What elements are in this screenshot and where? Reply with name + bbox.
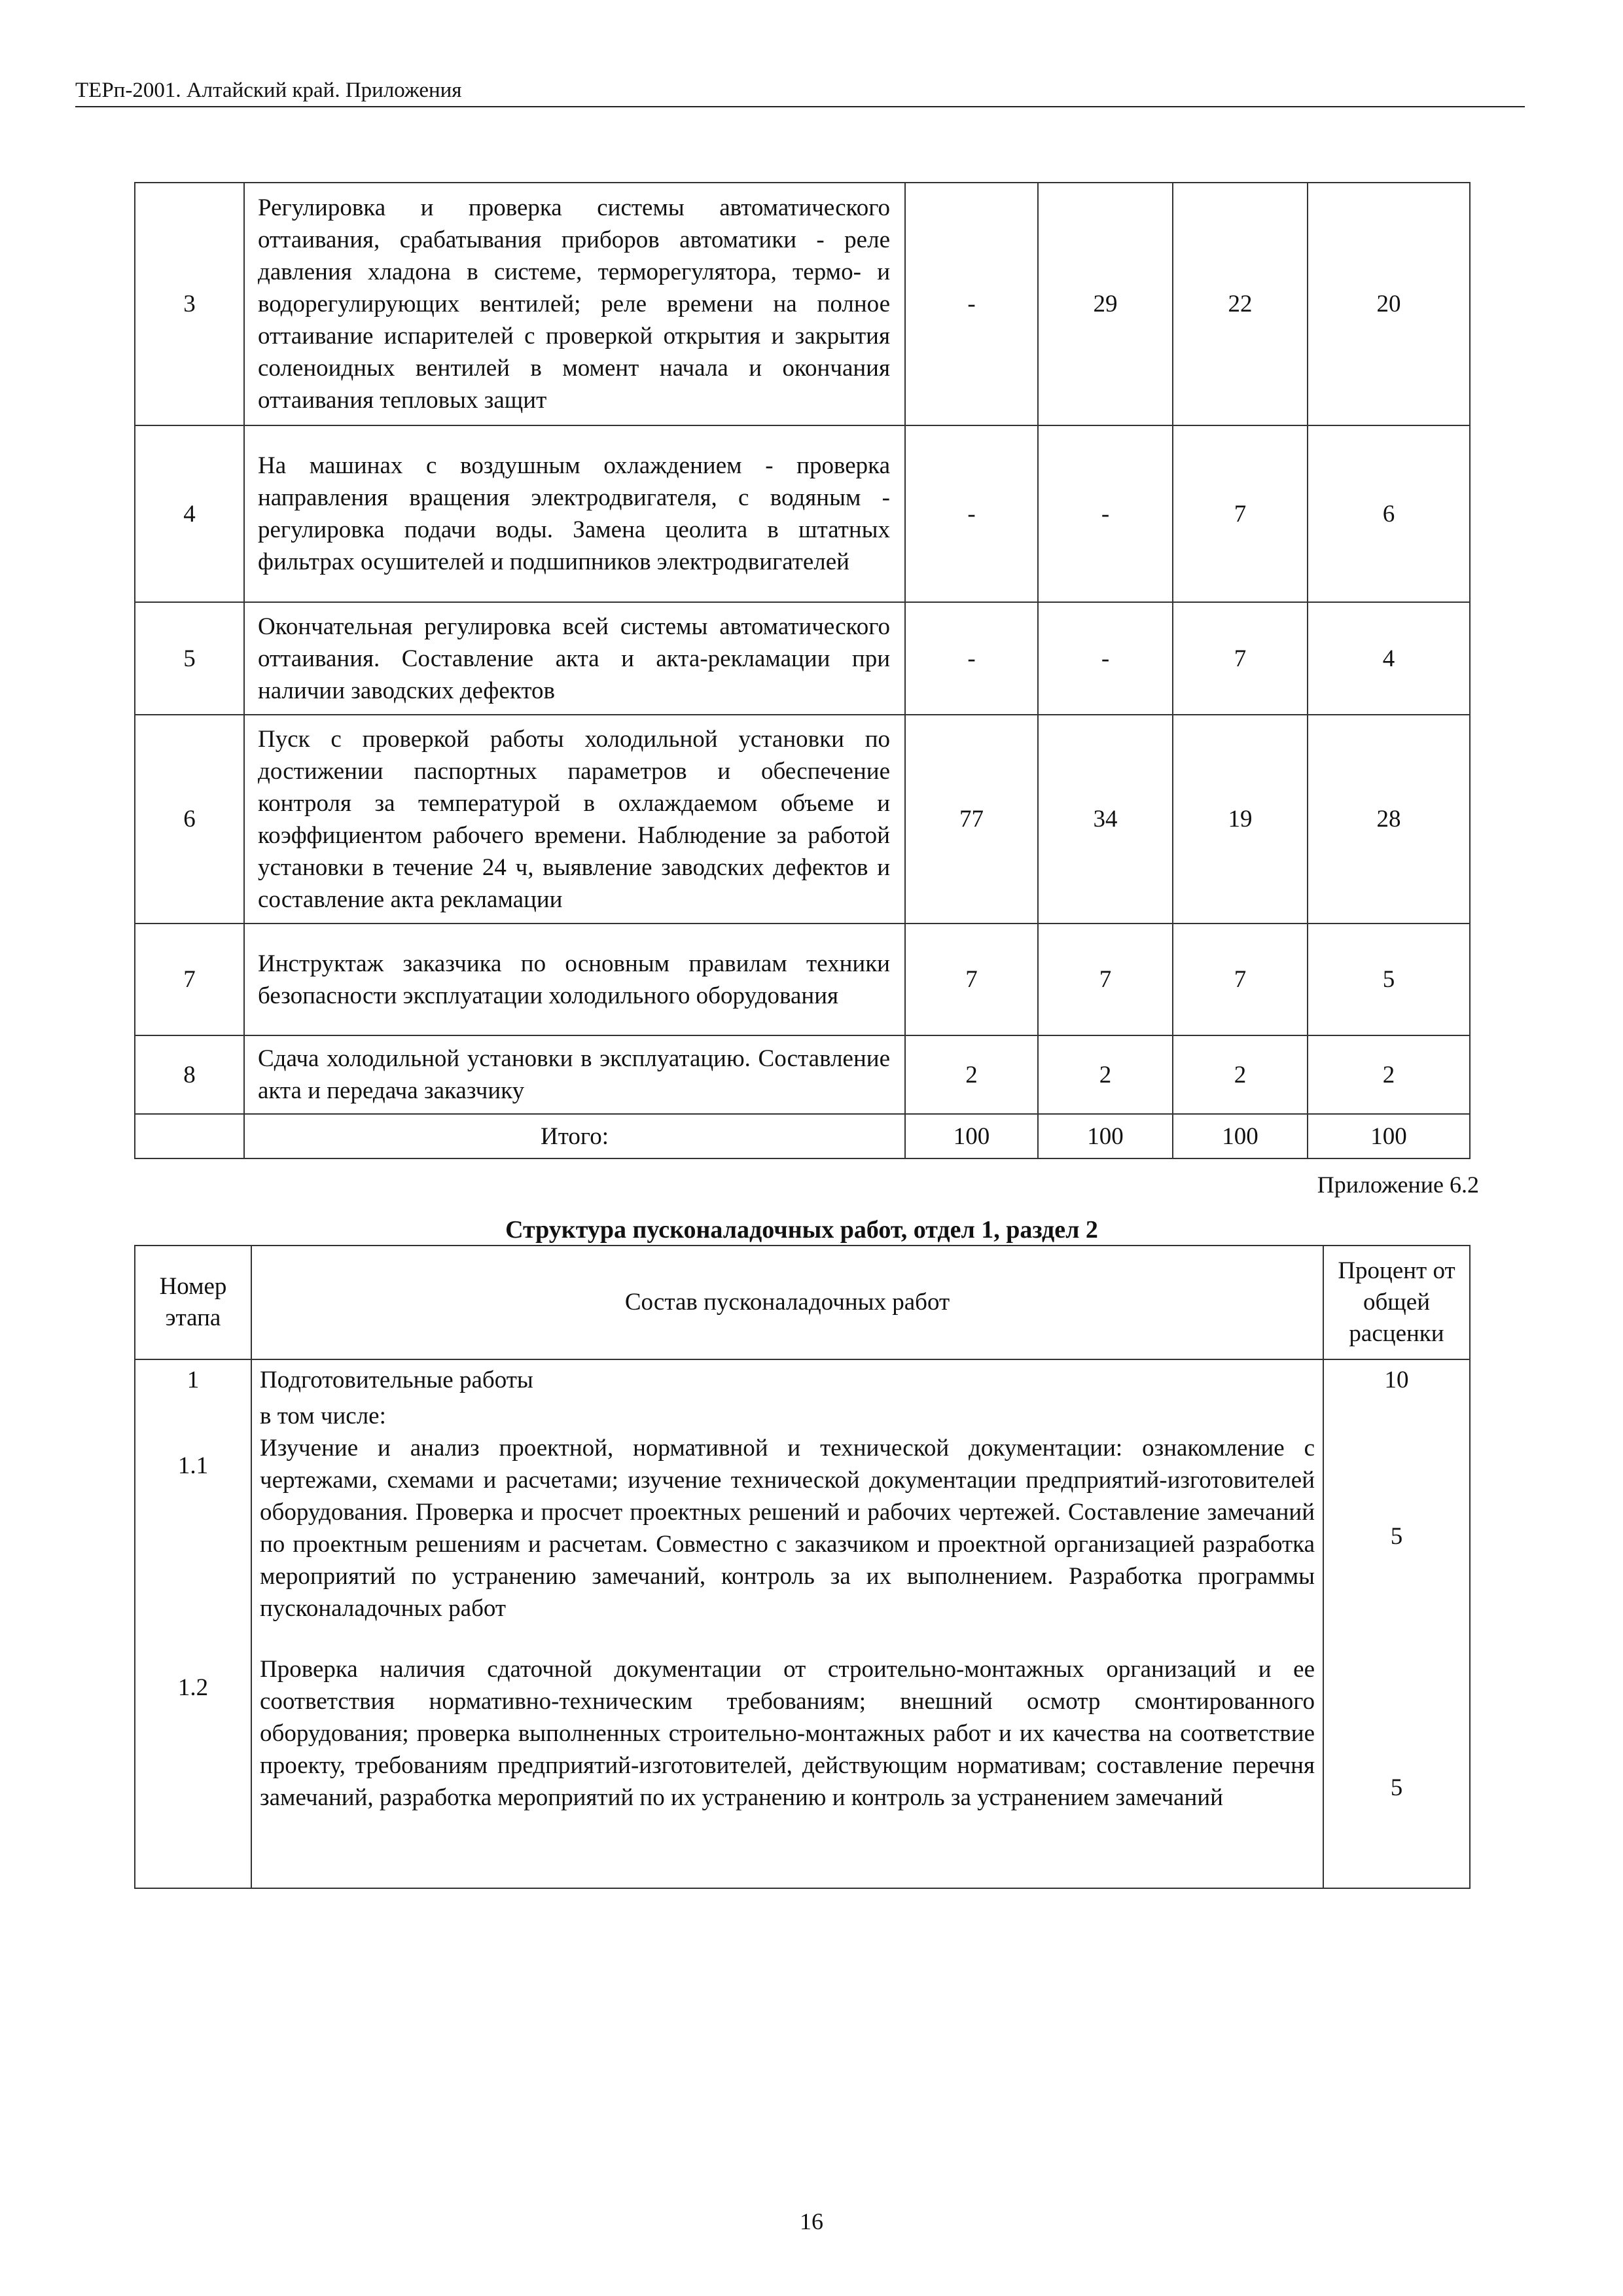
stage-number: 1 — [187, 1367, 200, 1393]
total-value-1: 100 — [905, 1114, 1038, 1158]
row-value-3: 22 — [1173, 183, 1308, 425]
row-value-3: 2 — [1173, 1035, 1308, 1114]
header-stage-number: Номер этапа — [135, 1246, 251, 1359]
commissioning-structure-table — [134, 1245, 1471, 1889]
stage-number: 1.2 — [177, 1674, 209, 1701]
spacer — [135, 1396, 251, 1450]
row-value-1: - — [905, 602, 1038, 715]
row-value-1: - — [905, 425, 1038, 602]
row-value-2: 7 — [1038, 924, 1173, 1035]
row-value-2: - — [1038, 602, 1173, 715]
table-body-row — [135, 1359, 1470, 1888]
row-value-1: 77 — [905, 715, 1038, 924]
running-header: ТЕРп-2001. Алтайский край. Приложения — [75, 79, 462, 102]
stage-text: Подготовительные работы — [260, 1367, 533, 1393]
row-value-1: 2 — [905, 1035, 1038, 1114]
row-value-2: - — [1038, 425, 1173, 602]
stage-prefix: в том числе: — [260, 1403, 386, 1429]
row-number: 4 — [135, 425, 244, 602]
row-value-2: 2 — [1038, 1035, 1173, 1114]
total-row — [135, 1114, 1470, 1158]
total-empty-cell — [135, 1114, 244, 1158]
stages-table-continued — [134, 182, 1471, 1159]
row-value-4: 2 — [1308, 1035, 1470, 1114]
row-value-1: 7 — [905, 924, 1038, 1035]
spacer — [1324, 1396, 1469, 1520]
row-description: Окончательная регулировка всей системы автоматического оттаивания. Составление акта и акта-рекламации при наличии заводских дефектов — [244, 602, 905, 715]
stage-number: 1.1 — [177, 1452, 209, 1479]
row-value-4: 6 — [1308, 425, 1470, 602]
total-value-2: 100 — [1038, 1114, 1173, 1158]
appendix-label: Приложение 6.2 — [1317, 1172, 1479, 1198]
percent-column — [1323, 1359, 1470, 1888]
row-number: 6 — [135, 715, 244, 924]
header-works-composition: Состав пусконаладочных работ — [251, 1246, 1323, 1359]
page-number: 16 — [800, 2208, 823, 2234]
stage-number-column — [135, 1359, 251, 1888]
row-description: Регулировка и проверка системы автоматического оттаивания, срабатывания приборов автоматики - реле давления хладона в системе, терморегулятора, термо- и водорегулирующих вентилей; реле времени на полное оттаивание испарителей с проверкой открытия и закрытия соленоидных вентилей в момент начала и окончания оттаивания тепловых защит — [244, 183, 905, 425]
table-title: Структура пусконаладочных работ, отдел 1, раздел 2 — [505, 1216, 1098, 1244]
stage-percent: 5 — [1390, 1523, 1403, 1550]
table-row — [135, 602, 1470, 715]
row-value-3: 19 — [1173, 715, 1308, 924]
table-row — [135, 924, 1470, 1035]
row-value-3: 7 — [1173, 425, 1308, 602]
header-rule — [75, 106, 1525, 107]
row-description: На машинах с воздушным охлаждением - проверка направления вращения электродвигателя, с водяным - регулировка подачи воды. Замена цеолита в штатных фильтрах осушителей и подшипников электродвигателей — [244, 425, 905, 602]
row-value-3: 7 — [1173, 602, 1308, 715]
row-value-4: 4 — [1308, 602, 1470, 715]
stage-percent: 5 — [1390, 1774, 1403, 1801]
row-value-2: 34 — [1038, 715, 1173, 924]
row-number: 3 — [135, 183, 244, 425]
total-value-4: 100 — [1308, 1114, 1470, 1158]
spacer — [260, 1624, 1315, 1653]
table-header-row — [135, 1246, 1470, 1359]
total-label: Итого: — [244, 1114, 905, 1158]
stage-text: Изучение и анализ проектной, нормативной и технической документации: ознакомление с чертежами, схемами и расчетами; изучение технической документации предприятий-изготовителей оборудования. Проверка и просчет проектных решений и рабочих чертежей. Составление замечаний по проектным решениям и расчетам. Совместно с заказчиком и проектной организацией разработка мероприятий по устранению замечаний, контроль за их выполнением. Разработка программы пусконаладочных работ — [260, 1435, 1315, 1622]
row-value-4: 5 — [1308, 924, 1470, 1035]
row-value-1: - — [905, 183, 1038, 425]
row-description: Пуск с проверкой работы холодильной установки по достижении паспортных параметров и обеспечение контроля за температурой в охлаждаемом объеме и коэффициентом рабочего времени. Наблюдение за работой установки в течение 24 ч, выявление заводских дефектов и составление акта рекламации — [244, 715, 905, 924]
spacer — [135, 1482, 251, 1672]
row-value-2: 29 — [1038, 183, 1173, 425]
table-row — [135, 183, 1470, 425]
row-value-3: 7 — [1173, 924, 1308, 1035]
row-value-4: 20 — [1308, 183, 1470, 425]
row-number: 8 — [135, 1035, 244, 1114]
spacer — [1324, 1552, 1469, 1772]
row-number: 7 — [135, 924, 244, 1035]
row-number: 5 — [135, 602, 244, 715]
row-value-4: 28 — [1308, 715, 1470, 924]
table-row — [135, 425, 1470, 602]
total-value-3: 100 — [1173, 1114, 1308, 1158]
stage-percent: 10 — [1384, 1367, 1409, 1393]
row-description: Сдача холодильной установки в эксплуатацию. Составление акта и передача заказчику — [244, 1035, 905, 1114]
table-row — [135, 1035, 1470, 1114]
header-percent: Процент от общей расценки — [1323, 1246, 1470, 1359]
stage-text: Проверка наличия сдаточной документации от строительно-монтажных организаций и ее соответствия нормативно-техническим требованиям; внешний осмотр смонтированного оборудования; проверка выполненных строительно-монтажных работ и их качества на соответствие проекту, требованиям предприятий-изготовителей, действующим нормативам; составление перечня замечаний, разработка мероприятий по их устранению и контроль за устранением замечаний — [260, 1656, 1315, 1811]
table-row — [135, 715, 1470, 924]
row-description: Инструктаж заказчика по основным правилам техники безопасности эксплуатации холодильного оборудования — [244, 924, 905, 1035]
works-composition-column — [251, 1359, 1323, 1888]
